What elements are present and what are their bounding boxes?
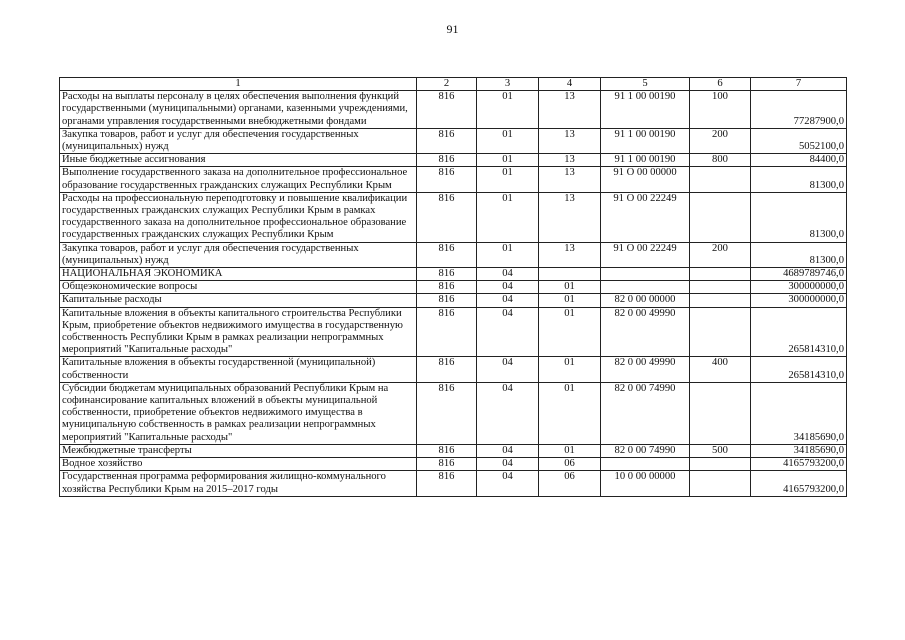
row-amount: 4165793200,0 [751, 471, 847, 496]
table-row [60, 458, 847, 471]
header-cell: 7 [751, 78, 847, 91]
row-code-4: 06 [539, 471, 601, 496]
row-description: НАЦИОНАЛЬНАЯ ЭКОНОМИКА [60, 268, 417, 281]
row-amount: 265814310,0 [751, 357, 847, 382]
table-row [60, 307, 847, 357]
row-code-5: 91 О 00 22249 [601, 192, 690, 242]
row-code-3: 04 [477, 444, 539, 457]
row-amount: 81300,0 [751, 167, 847, 192]
row-code-5: 10 0 00 00000 [601, 471, 690, 496]
row-code-6: 100 [690, 91, 751, 129]
row-code-6 [690, 471, 751, 496]
table-row [60, 128, 847, 153]
row-code-5: 91 1 00 00190 [601, 154, 690, 167]
row-amount: 300000000,0 [751, 294, 847, 307]
row-description: Выполнение государственного заказа на дополнительное профессиональное образование государственных гражданских служащих Республики Крым [60, 167, 417, 192]
row-code-5 [601, 281, 690, 294]
row-code-4: 01 [539, 307, 601, 357]
row-description: Государственная программа реформирования жилищно-коммунального хозяйства Республики Крым на 2015–2017 годы [60, 471, 417, 496]
row-code-4: 01 [539, 281, 601, 294]
row-amount: 84400,0 [751, 154, 847, 167]
row-code-6 [690, 382, 751, 444]
page-number: 91 [446, 22, 459, 36]
row-code-5: 82 0 00 00000 [601, 294, 690, 307]
row-amount: 81300,0 [751, 192, 847, 242]
table-row [60, 242, 847, 267]
row-code-3: 04 [477, 294, 539, 307]
table-body [60, 78, 847, 497]
row-code-4: 06 [539, 458, 601, 471]
table-row [60, 154, 847, 167]
row-code-2: 816 [417, 307, 477, 357]
row-description: Капитальные расходы [60, 294, 417, 307]
row-code-2: 816 [417, 357, 477, 382]
row-description: Межбюджетные трансферты [60, 444, 417, 457]
header-cell: 5 [601, 78, 690, 91]
table-row [60, 471, 847, 496]
table-row [60, 382, 847, 444]
header-row [60, 78, 847, 91]
row-code-6: 500 [690, 444, 751, 457]
row-amount: 265814310,0 [751, 307, 847, 357]
row-code-3: 01 [477, 91, 539, 129]
row-code-6: 400 [690, 357, 751, 382]
row-code-5: 91 О 00 00000 [601, 167, 690, 192]
row-code-2: 816 [417, 444, 477, 457]
row-amount: 34185690,0 [751, 444, 847, 457]
row-amount: 4689789746,0 [751, 268, 847, 281]
row-code-4 [539, 268, 601, 281]
row-code-5: 82 0 00 74990 [601, 382, 690, 444]
header-cell: 1 [60, 78, 417, 91]
row-description: Общеэкономические вопросы [60, 281, 417, 294]
row-description: Закупка товаров, работ и услуг для обеспечения государственных (муниципальных) нужд [60, 242, 417, 267]
header-cell: 3 [477, 78, 539, 91]
row-code-4: 13 [539, 91, 601, 129]
row-code-2: 816 [417, 91, 477, 129]
row-code-5: 91 О 00 22249 [601, 242, 690, 267]
row-code-4: 13 [539, 192, 601, 242]
table-row [60, 357, 847, 382]
row-code-3: 04 [477, 458, 539, 471]
row-description: Субсидии бюджетам муниципальных образований Республики Крым на софинансирование капитальных вложений в объекты муниципальной собственности, приобретение объектов недвижимого имущества в муниципальную собственность в рамках реализации непрограммных мероприятий "Капитальные расходы" [60, 382, 417, 444]
row-code-2: 816 [417, 294, 477, 307]
row-code-2: 816 [417, 192, 477, 242]
row-code-3: 04 [477, 281, 539, 294]
header-cell: 2 [417, 78, 477, 91]
row-code-3: 01 [477, 192, 539, 242]
row-code-3: 01 [477, 167, 539, 192]
row-code-3: 01 [477, 128, 539, 153]
row-code-6 [690, 281, 751, 294]
row-code-3: 04 [477, 471, 539, 496]
row-description: Закупка товаров, работ и услуг для обеспечения государственных (муниципальных) нужд [60, 128, 417, 153]
row-code-6 [690, 294, 751, 307]
row-code-4: 13 [539, 128, 601, 153]
row-code-5: 91 1 00 00190 [601, 91, 690, 129]
row-code-4: 13 [539, 167, 601, 192]
row-code-2: 816 [417, 167, 477, 192]
row-code-5: 82 0 00 49990 [601, 307, 690, 357]
row-code-2: 816 [417, 268, 477, 281]
row-code-5 [601, 458, 690, 471]
budget-table [59, 77, 847, 497]
row-description: Капитальные вложения в объекты капитального строительства Республики Крым, приобретение объектов недвижимого имущества в государственную собственность Республики Крым в рамках реализации непрограммных мероприятий "Капитальные расходы" [60, 307, 417, 357]
row-code-6: 200 [690, 242, 751, 267]
row-amount: 5052100,0 [751, 128, 847, 153]
row-code-3: 01 [477, 242, 539, 267]
header-cell: 6 [690, 78, 751, 91]
row-code-6 [690, 307, 751, 357]
row-code-2: 816 [417, 281, 477, 294]
row-code-6 [690, 458, 751, 471]
row-code-3: 04 [477, 357, 539, 382]
row-description: Расходы на выплаты персоналу в целях обеспечения выполнения функций государственными (муниципальными) органами, казенными учреждениями, органами управления государственными внебюджетными фондами [60, 91, 417, 129]
row-amount: 4165793200,0 [751, 458, 847, 471]
row-code-3: 01 [477, 154, 539, 167]
row-description: Водное хозяйство [60, 458, 417, 471]
table-row [60, 294, 847, 307]
table-row [60, 281, 847, 294]
row-code-4: 01 [539, 294, 601, 307]
row-code-2: 816 [417, 242, 477, 267]
row-code-2: 816 [417, 458, 477, 471]
header-cell: 4 [539, 78, 601, 91]
row-code-2: 816 [417, 382, 477, 444]
row-code-6 [690, 192, 751, 242]
table-row [60, 268, 847, 281]
row-amount: 300000000,0 [751, 281, 847, 294]
row-description: Капитальные вложения в объекты государственной (муниципальной) собственности [60, 357, 417, 382]
row-code-6: 800 [690, 154, 751, 167]
table-row [60, 444, 847, 457]
table-row [60, 167, 847, 192]
row-code-4: 01 [539, 382, 601, 444]
row-code-3: 04 [477, 307, 539, 357]
row-code-3: 04 [477, 382, 539, 444]
row-code-2: 816 [417, 154, 477, 167]
table-row [60, 192, 847, 242]
row-code-6 [690, 268, 751, 281]
row-code-4: 13 [539, 242, 601, 267]
row-amount: 81300,0 [751, 242, 847, 267]
row-code-3: 04 [477, 268, 539, 281]
row-code-2: 816 [417, 471, 477, 496]
row-code-4: 01 [539, 357, 601, 382]
row-amount: 77287900,0 [751, 91, 847, 129]
row-code-2: 816 [417, 128, 477, 153]
row-code-5: 91 1 00 00190 [601, 128, 690, 153]
row-code-6: 200 [690, 128, 751, 153]
row-code-5: 82 0 00 74990 [601, 444, 690, 457]
row-description: Иные бюджетные ассигнования [60, 154, 417, 167]
row-code-5 [601, 268, 690, 281]
row-code-6 [690, 167, 751, 192]
row-amount: 34185690,0 [751, 382, 847, 444]
table-row [60, 91, 847, 129]
row-code-4: 01 [539, 444, 601, 457]
row-code-5: 82 0 00 49990 [601, 357, 690, 382]
row-description: Расходы на профессиональную переподготовку и повышение квалификации государственных гражданских служащих Республики Крым в рамках государственного заказа на дополнительное профессиональное образование государственных гражданских служащих Республики Крым [60, 192, 417, 242]
row-code-4: 13 [539, 154, 601, 167]
